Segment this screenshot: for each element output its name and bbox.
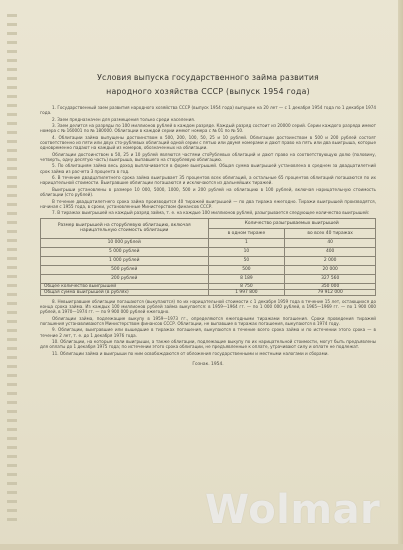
prize-count-one: 1 bbox=[208, 238, 285, 247]
table-row bbox=[41, 265, 376, 274]
table-header-prize-size: Размер выигрышей на сторублевую облигацию, включая нарицательную стоимость облигации bbox=[41, 218, 209, 238]
document-body bbox=[40, 73, 376, 367]
paragraph: 11. Облигации займа и выигрыши по ним освобождаются от обложения государственными и местными налогами и сборами. bbox=[52, 350, 329, 356]
prize-count-all: 20 000 bbox=[285, 265, 376, 274]
prize-count-all: 2 000 bbox=[285, 256, 376, 265]
table-row bbox=[41, 238, 376, 247]
paragraph: 2. Заем предназначен для размещения только среди населения. bbox=[52, 116, 196, 122]
paragraph: 4. Облигации займа выпущены достоинством в 500, 200, 100, 50, 25 и 10 рублей. Облигации достоинством в 500 и 200 рублей состоят соответственно из пяти или двух сто-рублевых облигаций одной серии с пятью или двумя номерами и дают право на пять или два выигрыша, которые одновременно падают на каждый из номеров, обозначенных на облигации. bbox=[40, 134, 377, 151]
paragraph: 9. Облигации, выигравшие или вышедшие в тиражах погашения, выкупаются в течение всего срока займа и по истечении этого срока — в течение 2 лет, т. е. до 1 декабря 1976 года. bbox=[40, 327, 376, 338]
total-count-all: 350 000 bbox=[285, 283, 376, 289]
page-edge-right bbox=[398, 0, 403, 550]
prize-table bbox=[40, 218, 376, 296]
page-edge-bottom bbox=[0, 544, 403, 550]
paragraph: Облигации займа, подлежащие выкупу в 1959—1973 гг., определяются ежегодными тиражами погашения. Сроки проведения тиражей погашения устанавливаются Министерством финансов СССР. Облигации, не выпавшие в тиражах погашения, выкупаются в 1974 году. bbox=[40, 315, 376, 326]
paragraph: Облигации достоинством в 50, 25 и 10 рублей являются частями стоРублевых облигаций и дают право на соответствующую долю (половину, четверть, одну десятую часть) выигрыша, выпавшего на сторублевую облигацию. bbox=[40, 151, 376, 163]
paragraph: 7. В тиражах выигрышей на каждый разряд займа, т. е. на каждые 100 миллионов рублей, разыгрывается следующее количество выигрышей: bbox=[52, 210, 370, 216]
table-row-total-sum bbox=[41, 289, 376, 295]
prize-label: 10 000 рублей bbox=[41, 238, 209, 247]
table-row bbox=[41, 247, 376, 256]
conditions-part-1 bbox=[40, 105, 376, 216]
prize-count-one: 500 bbox=[208, 265, 285, 274]
conditions-part-2 bbox=[40, 299, 376, 356]
paragraph: 1. Государственный заем развития народного хозяйства СССР (выпуск 1954 года) выпущен на 20 лет — с 1 декабря 1954 года по 1 декабря 1974 года. bbox=[40, 105, 376, 116]
paragraph: Выигрыши установлены в размере 10 000, 5000, 1000, 500 и 200 рублей на облигацию в 100 рублей, включая нарицательную стоимость облигации (сто рублей). bbox=[40, 186, 376, 198]
document-title: Условия выпуска государственного займа развития bbox=[97, 73, 319, 82]
paragraph: 6. В течение двадцатилетнего срока займа выигрывает 35 процентов всех облигаций, а остальные 65 процентов облигаций погашаются по их нарицательной стоимости. Выигравшие облигации погашаются и исключаются из дальнейших тиражей. bbox=[40, 175, 376, 186]
prize-count-one: 8 189 bbox=[208, 274, 285, 283]
watermark-logo: Wolmar bbox=[205, 487, 381, 533]
prize-count-one: 50 bbox=[208, 256, 285, 265]
prize-count-all: 400 bbox=[285, 247, 376, 256]
total-sum-one: 1 997 800 bbox=[208, 289, 285, 295]
paragraph: 5. По облигациям займа весь доход выплачивается в форме выигрышей. Общая сумма выигрышей установлена в среднем за двадцатилетний срок займа из расчета 3 процента в год. bbox=[40, 163, 376, 174]
table-header-all-draws: во всех 40 тиражах bbox=[285, 228, 376, 238]
prize-label: 5 000 рублей bbox=[41, 247, 209, 256]
printer-imprint: Гознак. 1954. bbox=[192, 361, 224, 367]
prize-label: 500 рублей bbox=[41, 265, 209, 274]
total-count-label: Общее количество выигрышей bbox=[41, 283, 209, 289]
prize-count-one: 10 bbox=[208, 247, 285, 256]
table-row bbox=[41, 274, 376, 283]
total-sum-label: Общая сумма выигрышей (в рублях) bbox=[41, 289, 209, 295]
paragraph: В течение двадцатилетнего срока займа производится 40 тиражей выигрышей — по два тиража ежегодно. Тиражи выигрышей производятся, начиная с 1955 года, в сроки, установленные Министерством финансов СССР. bbox=[40, 198, 376, 209]
paragraph: 10. Облигации, на которые пали выигрыши, а также облигации, подлежащие выкупу по их нарицательной стоимости, могут быть предъявлены для оплаты до 1 декабря 1975 года; по истечении этого срока облигации, не предъявленные к оплате, утрачивают силу и оплате не подлежат. bbox=[40, 338, 376, 350]
table-header-count-group: Количество разыгрываемых выигрышей bbox=[208, 218, 376, 228]
prize-label: 1 000 рублей bbox=[41, 256, 209, 265]
total-sum-all: 79 912 000 bbox=[285, 289, 376, 295]
total-count-one: 8 750 bbox=[208, 283, 285, 289]
binding-holes bbox=[7, 14, 17, 524]
prize-count-all: 327 560 bbox=[285, 274, 376, 283]
document-subtitle: народного хозяйства СССР (выпуск 1954 года) bbox=[106, 87, 310, 96]
prize-label: 200 рублей bbox=[41, 274, 209, 283]
paragraph: 8. Невыигравшие облигации погашаются (выкупаются) по их нарицательной стоимости с 1 декабря 1959 года в течение 15 лет, остающихся до конца срока займа. Из каждых 100 миллионов рублей займа выкупается: в 1959—1964 гг. — по 1 000 000 рублей, в 1965—1969 гг. — по 1 900 000 рублей, в 1970—1974 гг. — по 9 900 000 рублей ежегодно. bbox=[40, 298, 376, 315]
table-row bbox=[41, 256, 376, 265]
table-header-one-draw: в одном тираже bbox=[208, 228, 285, 238]
prize-count-all: 40 bbox=[285, 238, 376, 247]
paragraph: 3. Заем делится на разряды по 100 миллионов рублей в каждом разряде. Каждый разряд состоит из 20000 серий. Серии каждого разряда имеют номера с № 160001 по № 180000. Облигации в каждой серии имеют номера с № 01 по № 50. bbox=[40, 123, 376, 134]
